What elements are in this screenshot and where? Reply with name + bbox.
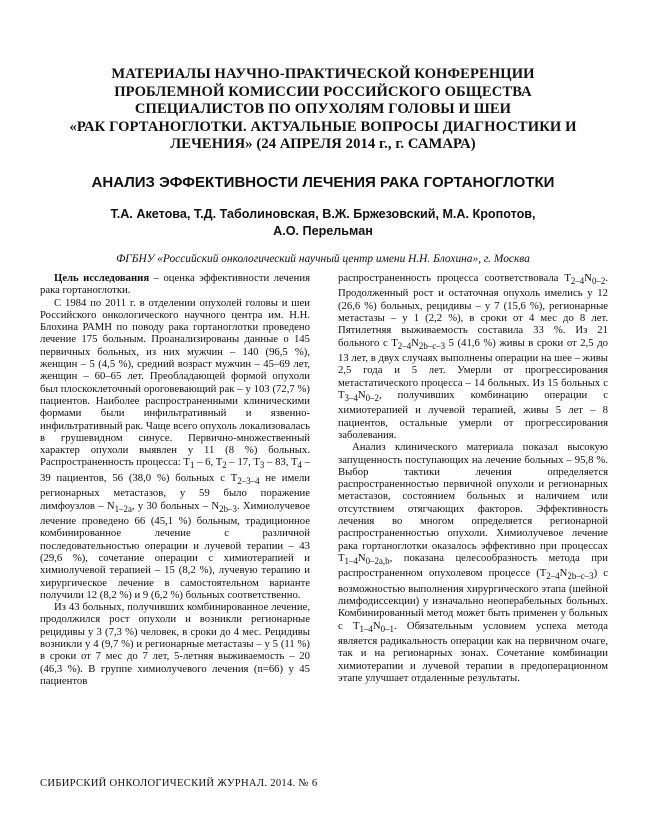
- text-run: . Обязательным условием успеха метода является радикальность операции как на первичном очаге, так и на регионарных зонах. Сочетание комбинации химиотерапии и лучевой терапии в предоперационном этапе улучшает отдаленные результаты.: [338, 619, 608, 685]
- conference-title-line: СПЕЦИАЛИСТОВ ПО ОПУХОЛЯМ ГОЛОВЫ И ШЕИ: [134, 101, 512, 117]
- paragraph-results: Из 43 больных, получивших комбинированное лечение, продолжился рост опухоли и возникли регионарные рецидивы у 3 (7,3 %) человек, в сроки до 4 мес. Рецидивы возникли у 4 (9,7 %) и регионарные метастазы – у 5 (11 %) в сроки от 7 мес до 7 лет, 5-летняя выживаемость – 20 (46,3 %). В группе химиолучевого лечения (n=66) у 45 пациентов: [40, 601, 310, 687]
- right-column: [338, 272, 608, 684]
- subscript: 1–4: [344, 556, 358, 567]
- subscript: 1–4: [359, 623, 373, 634]
- paragraph-methods: [40, 297, 310, 602]
- subscript: 0–2: [365, 393, 379, 404]
- paragraph-aim: [40, 272, 310, 297]
- subscript: 0–1: [380, 623, 394, 634]
- text-run: N: [559, 567, 568, 580]
- text-run: . Химиолучевое лечение проведено 66 (45,1 %) больным, традиционное комбинированное лечение с различной последовательностью операции и лучевой терапии – 43 (29,6 %), сочетание операции с химиотерапией и химиолучевой терапией – 15 (8,2 %), лучевую терапию и хирургическое лечение в самостоятельном варианте получили 12 (8,2 %) и 9 (6,2 %) больных соответственно.: [40, 499, 310, 601]
- text-run: N: [357, 388, 366, 401]
- text-run: , показана целесообразность метода при распространенном опухолевом процессе (T: [338, 551, 608, 580]
- conference-title: [40, 66, 606, 154]
- subscript: 3–4: [344, 393, 358, 404]
- authors-line: А.О. Перельман: [273, 224, 373, 238]
- text-run: – 83, T: [264, 456, 298, 469]
- text-run: Анализ клинического материала показал высокую запущенность поступающих на лечение больных – 95,8 %. Выбор тактики лечения определяется распространенностью первичной опухоли и регионарных метастазов, состоянием больных и наличием или отсутствием отягчающих факторов. Эффективность лечения во многом определяется регионарной распространенностью опухоли. Химиолучевое лечение рака гортаноглотки оказалось эффективно при процессах T: [338, 441, 608, 564]
- subscript: 2b–3: [219, 503, 237, 514]
- text-run: распространенность процесса соответствовала T: [338, 272, 571, 284]
- subscript: 2–3–4: [237, 476, 260, 487]
- text-run: 5 (41,6 %) живы в сроки от 2,5 до 13 лет, в двух случаях выполнены операции на шее – живы 2,5 года и 5 лет. Умерли от прогрессирования метастатического процесса – 14 больных. Из 15 больных с T: [338, 336, 608, 401]
- text-run: , у 30 больных – N: [131, 499, 220, 512]
- subscript: 2–4: [397, 340, 412, 351]
- aim-text: – оценка эффективности лечения рака гортаноглотки.: [40, 272, 310, 297]
- subscript: 3: [259, 460, 265, 471]
- text-run: не имели регионарных метастазов, у 59 было поражение лимфоузлов – N: [40, 471, 311, 512]
- article-title: АНАЛИЗ ЭФФЕКТИВНОСТИ ЛЕЧЕНИЯ РАКА ГОРТАНОГЛОТКИ: [91, 174, 555, 191]
- text-run: N: [411, 336, 419, 349]
- paragraph-results-cont: [338, 272, 608, 441]
- text-run: С 1984 по 2011 г. в отделении опухолей головы и шеи Российского онкологического научного центра им. Н.Н. Блохина РАМН по поводу рака гортаноглотки проведено лечение 175 больным. Проанализированы данные о 145 первичных больных, из них мужчин – 140 (96,5 %), женщин – 5 (4,5 %), средний возраст мужчин – 45–69 лет, женщин – 60–65 лет. Преобладающей формой опухоли был плоскоклеточный ороговевающий рак – у 103 (72,7 %) пациентов. Наиболее распространенными клиническими формами были инфильтративный и язвенно-инфильтративный рак. Чаще всего опухоль локализовалась в грушевидном синусе. Первично-множественный характер опухоли выявлен у 11 (8 %) больных. Распространенность процесса: T: [40, 296, 310, 469]
- subscript: 0–2: [591, 276, 606, 287]
- text-run: – 6, T: [194, 456, 223, 469]
- text-run: . Продолженный рост и остаточная опухоль имелись у 12 (26,6 %) больных, рецидивы – у 7 (15,6 %), регионарные метастазы – у 1 (2,2 %), в сроки от 4 мес до 8 лет. Пятилетняя выживаемость составила 33 %. Из 21 больного с T: [338, 272, 608, 349]
- text-run: N: [357, 551, 366, 564]
- text-run: – 39 пациентов, 56 (38,0 %) больных с T: [40, 456, 310, 484]
- aim-label: Цель исследования: [54, 272, 150, 284]
- subscript: 2–4: [546, 571, 560, 582]
- paragraph-conclusion: [338, 441, 608, 684]
- left-column: [40, 272, 310, 687]
- subscript: 0–2a,b: [365, 556, 390, 567]
- journal-footer: СИБИРСКИЙ ОНКОЛОГИЧЕСКИЙ ЖУРНАЛ. 2014. № 6: [40, 778, 318, 789]
- conference-title-line: ЛЕЧЕНИЯ» (24 АПРЕЛЯ 2014 г., г. САМАРА): [170, 136, 476, 152]
- conference-title-line: МАТЕРИАЛЫ НАУЧНО-ПРАКТИЧЕСКОЙ КОНФЕРЕНЦИИ: [111, 66, 535, 82]
- subscript: 1–2a: [114, 503, 132, 514]
- text-run: ) с возможностью выполнения хирургического этапа (шейной лимфодиссекции) у изначально неоперабельных больных. Комбинированный метод может быть применен у больных с T: [338, 567, 608, 632]
- conference-title-line: ПРОБЛЕМНОЙ КОМИССИИ РОССИЙСКОГО ОБЩЕСТВА: [114, 83, 532, 100]
- subscript: 2b–с–3: [567, 571, 594, 582]
- text-run: N: [372, 619, 381, 632]
- subscript: 4: [297, 460, 302, 471]
- text-run: – 17, T: [226, 456, 260, 469]
- affiliation: ФГБНУ «Российский онкологический научный центр имени Н.Н. Блохина», г. Москва: [116, 253, 530, 265]
- conference-title-line: «РАК ГОРТАНОГЛОТКИ. АКТУАЛЬНЫЕ ВОПРОСЫ ДИАГНОСТИКИ И: [69, 118, 577, 135]
- authors: [60, 206, 586, 240]
- text-run: , получивших комбинацию операции с химиотерапией и лучевой терапией, живы 5 лет – 8 пациентов, остальные умерли от прогрессирования заболевания.: [338, 388, 608, 441]
- subscript: 2b–с–3: [418, 340, 446, 351]
- subscript: 2–4: [570, 276, 585, 287]
- text-run: N: [584, 272, 592, 284]
- authors-line: Т.А. Акетова, Т.Д. Таболиновская, В.Ж. Бржезовский, М.А. Кропотов,: [110, 207, 536, 221]
- subscript: 1: [189, 460, 195, 471]
- subscript: 2: [222, 460, 227, 471]
